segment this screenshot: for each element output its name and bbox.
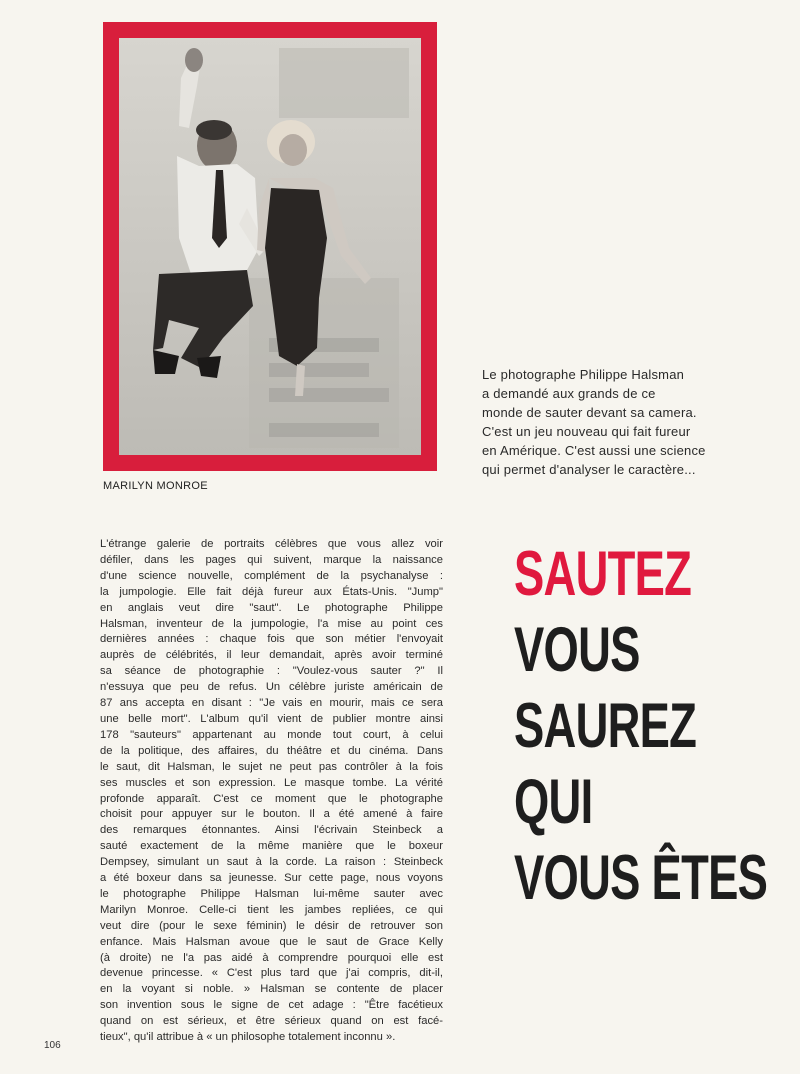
intro-line: Le photographe Philippe Halsman (482, 367, 685, 382)
intro-line: monde de sauter devant sa camera. (482, 405, 697, 420)
page-number: 106 (44, 1040, 61, 1051)
body-line: tieux", qu'il attribue à « un philosophe totalement inconnu ». (100, 1031, 396, 1044)
body-line: de la politique, des affaires, du théâtre et du cinéma. Dans (100, 744, 443, 757)
body-line: Halsman, inventeur de la jumpologie, l'a mise au point ces (100, 617, 443, 630)
body-line: devenue princesse. « C'est plus tard que j'ai compris, dit-il, (100, 967, 443, 980)
body-line: enfance. Mais Halsman avoue que le saut de Grace Kelly (100, 935, 443, 948)
article-body (100, 537, 443, 1046)
headline-line-3: SAUREZ (514, 691, 697, 761)
body-line: profonde apparaît. C'est ce moment que le photographe (100, 792, 443, 805)
body-line: quand on est sérieux, et être sérieux quand on est facé- (100, 1015, 443, 1028)
body-line: le photographe Philippe Halsman lui-même sauter avec (100, 887, 443, 900)
body-line: choisit pour appuyer sur le bouton. Il a été amené à faire (100, 808, 443, 821)
headline (514, 536, 794, 916)
body-line: auprès de célébrités, il leur demandait, après avoir terminé (100, 649, 443, 662)
body-line: Marilyn Monroe. Celle-ci tient les jambes repliées, ce qui (100, 903, 443, 916)
body-line: son invention sous le signe de cet adage : "Être facétieux (100, 999, 443, 1012)
body-line: en anglais veut dire "saut". Le photographe Philippe (100, 601, 443, 614)
intro-line: C'est un jeu nouveau qui fait fureur (482, 424, 691, 439)
body-line: 178 "sauteurs" appartenant au monde tout court, à celui (100, 728, 443, 741)
intro-line: en Amérique. C'est aussi une science (482, 443, 706, 458)
photo-caption: MARILYN MONROE (103, 480, 208, 492)
body-line: dernières années : chaque fois que son métier l'envoyait (100, 633, 443, 646)
headline-line-1: SAUTEZ (514, 539, 692, 609)
headline-line-2: VOUS (514, 615, 640, 685)
body-line: sauté exactement de la même manière que le boxeur (100, 840, 443, 853)
body-line: sa séance de photographie : "Voulez-vous sauter ?" Il (100, 665, 443, 678)
body-line: 87 ans accepta en disant : "Je vais en mourir, mais ce sera (100, 697, 443, 710)
body-line: en la voyant si noble. » Halsman se contente de placer (100, 983, 443, 996)
body-line: n'essuya que peu de refus. Un célèbre juriste américain de (100, 681, 443, 694)
body-line: Dempsey, simulant un saut à la corde. La raison : Steinbeck (100, 856, 443, 869)
photo-illustration (119, 38, 421, 455)
body-line: (à droite) ne l'a pas aidé à comprendre pourquoi elle est (100, 951, 443, 964)
body-line: d'une science nouvelle, complément de la psychanalyse : (100, 569, 443, 582)
headline-line-4: QUI (514, 767, 593, 837)
body-line: veut dire (pour le sexe féminin) le désir de retrouver son (100, 919, 443, 932)
photo-halsman-monroe-jump (119, 38, 421, 455)
body-line: des remarques étonnantes. Ainsi l'écrivain Steinbeck a (100, 824, 443, 837)
body-line: le saut, dit Halsman, le sujet ne peut pas contrôler à la fois (100, 760, 443, 773)
headline-line-5: VOUS ÊTES (514, 843, 768, 913)
intro-line: a demandé aux grands de ce (482, 386, 656, 401)
body-line: la jumpologie. Elle fait déjà fureur aux États-Unis. "Jump" (100, 585, 443, 598)
body-line: défiler, dans les pages qui suivent, marque la naissance (100, 553, 443, 566)
intro-paragraph (482, 365, 782, 479)
body-line: ses muscles et son expression. Le masque tombe. La vérité (100, 776, 443, 789)
body-line: L'étrange galerie de portraits célèbres que vous allez voir (100, 538, 443, 550)
intro-line: qui permet d'analyser le caractère... (482, 462, 696, 477)
body-line: une belle mort". L'album qu'il vient de publier montre ainsi (100, 712, 443, 725)
body-line: a été boxeur dans sa jeunesse. Sur cette page, nous voyons (100, 872, 443, 885)
photo-frame (103, 22, 437, 471)
